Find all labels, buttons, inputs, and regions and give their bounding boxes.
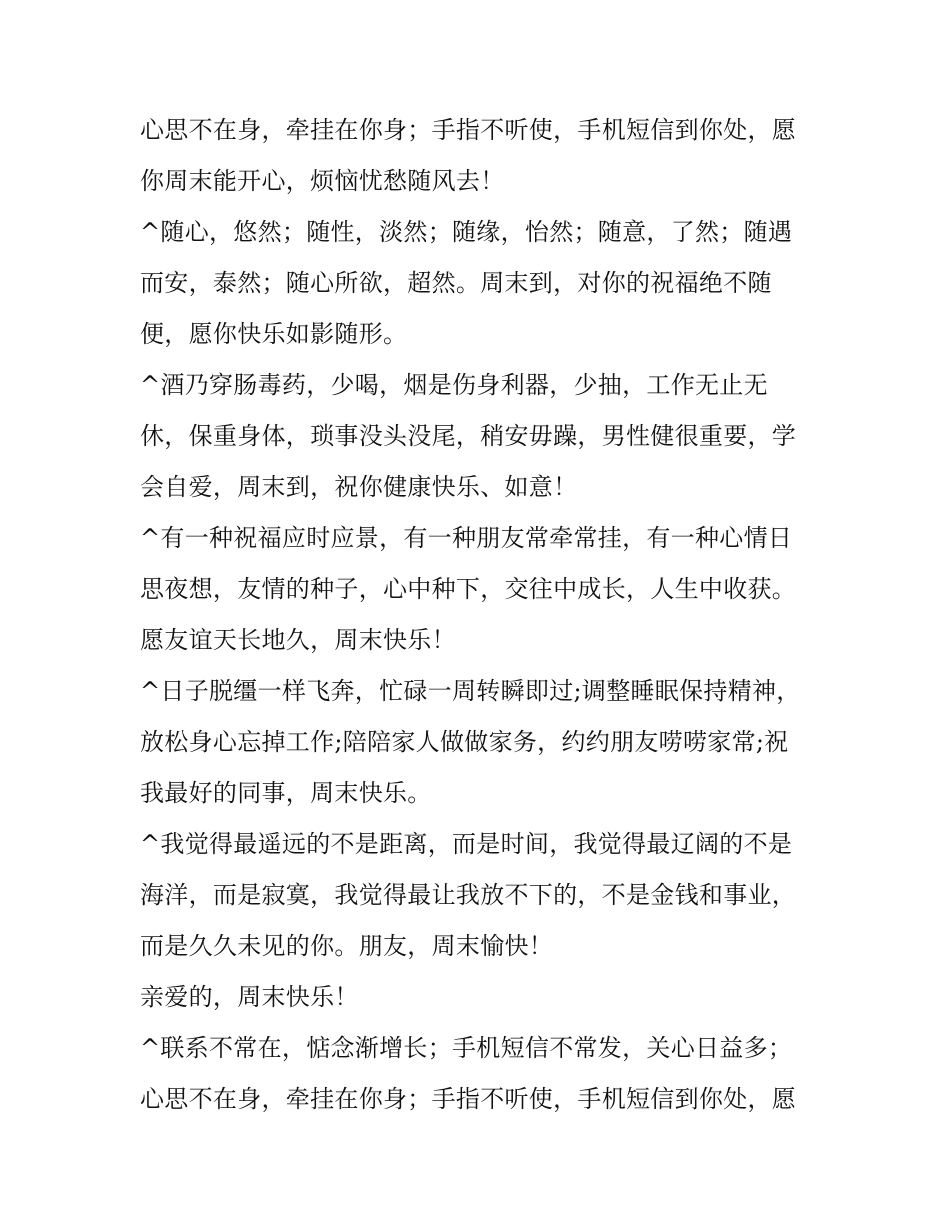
text-line: ^我觉得最遥远的不是距离，而是时间，我觉得最辽阔的不是 — [140, 830, 793, 858]
text-line: 心思不在身，牵挂在你身；手指不听使，手机短信到你处，愿 — [140, 1085, 797, 1113]
document-body — [140, 105, 820, 1125]
text-line: 思夜想，友情的种子，心中种下，交往中成长，人生中收获。 — [140, 575, 797, 603]
text-line: ^酒乃穿肠毒药，少喝，烟是伤身利器，少抽，工作无止无 — [140, 371, 768, 399]
text-line: 放松身心忘掉工作;陪陪家人做做家务，约约朋友唠唠家常;祝 — [140, 728, 789, 756]
text-line: ^联系不常在，惦念渐增长；手机短信不常发，关心日益多； — [140, 1034, 793, 1062]
text-line: 我最好的同事，周末快乐。 — [140, 779, 432, 807]
text-line: 休，保重身体，琐事没头没尾，稍安毋躁，男性健很重要，学 — [140, 422, 797, 450]
text-line: 心思不在身，牵挂在你身；手指不听使，手机短信到你处，愿 — [140, 116, 797, 144]
text-line: 愿友谊天长地久，周末快乐！ — [140, 626, 456, 654]
text-line: 便，愿你快乐如影随形。 — [140, 320, 408, 348]
text-line: ^随心，悠然；随性，淡然；随缘，怡然；随意，了然；随遇 — [140, 218, 793, 246]
text-line: ^有一种祝福应时应景，有一种朋友常牵常挂，有一种心情日 — [140, 524, 793, 552]
text-line: ^日子脱缰一样飞奔，忙碌一周转瞬即过;调整睡眠保持精神， — [140, 677, 801, 705]
text-line: 你周末能开心，烦恼忧愁随风去！ — [140, 167, 505, 195]
text-line: 会自爱，周末到，祝你健康快乐、如意！ — [140, 473, 578, 501]
text-line: 而是久久未见的你。朋友，周末愉快！ — [140, 932, 554, 960]
text-line: 亲爱的，周末快乐！ — [140, 983, 359, 1011]
text-line: 而安，泰然；随心所欲，超然。周末到，对你的祝福绝不随 — [140, 269, 772, 297]
text-line: 海洋，而是寂寞，我觉得最让我放不下的，不是金钱和事业， — [140, 881, 797, 909]
